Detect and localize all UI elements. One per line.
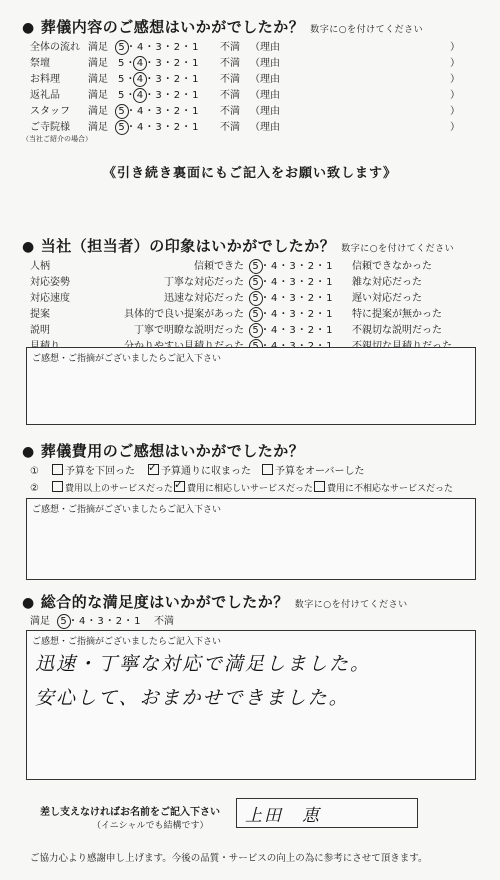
name-prompt-sub: （イニシャルでも結構です） (92, 821, 209, 831)
back-notice: 《引き続き裏面にもご記入をお願い致します》 (102, 166, 397, 181)
checkbox[interactable] (52, 464, 63, 475)
good-label: 満足 (88, 42, 108, 53)
section4-title: ● 総合的な満足度はいかがでしたか？ 数字に○を付けてください (22, 593, 408, 611)
reason-field[interactable]: （理由 (250, 90, 280, 101)
impression-row (30, 275, 480, 291)
checkbox[interactable] (314, 481, 325, 492)
temple-footnote: （当社ご紹介の場合） (22, 135, 92, 143)
reason-field[interactable]: （理由 (250, 106, 280, 117)
reason-close: ） (450, 58, 460, 69)
selected-rating-circle: 4 (133, 56, 147, 71)
good-label: 信頼できた (194, 261, 244, 272)
section3-comment-box[interactable] (26, 498, 476, 580)
section1-title: ● 葬儀内容のご感想はいかがでしたか？ 数字に○を付けてください (22, 18, 424, 36)
comment-box-label: ご感想・ご指摘がございましたらご記入下さい (32, 505, 222, 515)
rating-scale[interactable]: 5・4・3・2・1 (118, 90, 200, 101)
reason-close: ） (450, 106, 460, 117)
reason-close: ） (450, 42, 460, 53)
rating-scale[interactable]: 5・4・3・2・1 (118, 58, 200, 69)
checkbox[interactable] (52, 481, 63, 492)
bullet-icon: ● (22, 239, 35, 255)
row-label: 提案 (30, 309, 50, 320)
impression-row (30, 259, 480, 275)
option-under-budget[interactable]: 予算を下回った (52, 464, 135, 480)
bad-label: 雑な対応だった (352, 277, 422, 288)
selected-rating-circle: 5 (115, 120, 129, 135)
bad-label: 不満 (220, 74, 240, 85)
good-label: 満足 (88, 90, 108, 101)
bullet-icon: ● (22, 444, 35, 460)
bad-label: 不満 (220, 90, 240, 101)
row-label: お料理 (30, 74, 60, 85)
row-label: 説明 (30, 325, 50, 336)
rating-scale[interactable]: 5・4・3・2・1 (252, 323, 333, 339)
rating-scale[interactable]: 5・4・3・2・1 (252, 259, 333, 275)
good-label: 満足 (88, 122, 108, 133)
good-label: 満足 (88, 106, 108, 117)
bad-label: 不親切な説明だった (352, 325, 442, 336)
handwritten-name: 上田 恵 (245, 806, 321, 826)
footer-thanks: ご協力心より感謝申し上げます。今後の品質・サービスの向上の為に参考にさせて頂きます。 (30, 853, 428, 864)
section4-comment-box[interactable] (26, 630, 476, 780)
row-label: 対応速度 (30, 293, 70, 304)
bad-label: 信頼できなかった (352, 261, 432, 272)
selected-rating-circle: 5 (249, 323, 263, 338)
good-label: 迅速な対応だった (164, 293, 244, 304)
good-label: 満足 (88, 74, 108, 85)
selected-rating-circle: 5 (249, 291, 263, 306)
rating-row (30, 56, 470, 72)
overall-scale[interactable]: 5・4・3・2・1 (60, 614, 141, 630)
selected-rating-circle: 5 (57, 614, 71, 629)
row-label: ご寺院様 (30, 122, 70, 133)
checkbox[interactable] (174, 481, 185, 492)
good-label: 丁寧で明瞭な説明だった (134, 325, 244, 336)
cost-line-1: ① 予算を下回った ✓ 予算通りに収まった 予算をオーバーした (30, 464, 480, 480)
row-label: 対応姿勢 (30, 277, 70, 288)
bad-label: 遅い対応だった (352, 293, 422, 304)
name-box[interactable] (236, 798, 418, 828)
row-label: 返礼品 (30, 90, 60, 101)
bullet-icon: ● (22, 20, 35, 36)
selected-rating-circle: 5 (115, 104, 129, 119)
rating-row (30, 104, 470, 120)
comment-box-label: ご感想・ご指摘がございましたらご記入下さい (32, 354, 222, 364)
row-label: 全体の流れ (30, 42, 80, 53)
selected-rating-circle: 5 (249, 259, 263, 274)
checkbox[interactable] (262, 464, 273, 475)
checkbox[interactable] (148, 464, 159, 475)
reason-field[interactable]: （理由 (250, 58, 280, 69)
selected-rating-circle: 5 (249, 275, 263, 290)
impression-row (30, 307, 480, 323)
name-prompt: 差し支えなければお名前をご記入下さい (40, 807, 220, 818)
bullet-icon: ● (22, 595, 35, 611)
rating-row (30, 120, 470, 136)
option-service-fair[interactable]: ✓ 費用に相応しいサービスだった (174, 481, 313, 497)
reason-field[interactable]: （理由 (250, 74, 280, 85)
bad-label: 不満 (220, 58, 240, 69)
handwritten-comment-line-1: 迅速・丁寧な対応で満足しました。 (35, 653, 372, 675)
selected-rating-circle: 4 (133, 72, 147, 87)
reason-close: ） (450, 122, 460, 133)
rating-scale[interactable]: 5・4・3・2・1 (252, 291, 333, 307)
option-service-below[interactable]: 費用に不相応なサービスだった (314, 481, 453, 497)
section2-comment-box[interactable] (26, 347, 476, 425)
overall-rating: 満足 5・4・3・2・1 不満 (30, 614, 330, 630)
section1-ratings (30, 40, 470, 136)
bad-label: 不満 (220, 42, 240, 53)
section2-ratings (30, 259, 480, 355)
rating-scale[interactable]: 5・4・3・2・1 (118, 120, 199, 136)
row-label: 祭壇 (30, 58, 50, 69)
rating-scale[interactable]: 5・4・3・2・1 (118, 104, 199, 120)
handwritten-comment-line-2: 安心して、おまかせできました。 (35, 687, 350, 709)
reason-close: ） (450, 74, 460, 85)
reason-field[interactable]: （理由 (250, 42, 280, 53)
option-over-budget[interactable]: 予算をオーバーした (262, 464, 365, 480)
rating-scale[interactable]: 5・4・3・2・1 (252, 307, 333, 323)
rating-scale[interactable]: 5・4・3・2・1 (118, 40, 199, 56)
section3-title: ● 葬儀費用のご感想はいかがでしたか？ (22, 442, 305, 460)
bad-label: 特に提案が無かった (352, 309, 442, 320)
option-service-above[interactable]: 費用以上のサービスだった (52, 481, 173, 497)
selected-rating-circle: 5 (249, 307, 263, 322)
cost-line-2: ② 費用以上のサービスだった ✓ 費用に相応しいサービスだった 費用に不相応なサービスだった (30, 481, 480, 497)
good-label: 具体的で良い提案があった (124, 309, 244, 320)
row-label: 人柄 (30, 261, 50, 272)
impression-row (30, 323, 480, 339)
section2-title: ● 当社（担当者）の印象はいかがでしたか？ 数字に○を付けてください (22, 237, 455, 255)
option-on-budget[interactable]: ✓ 予算通りに収まった (148, 464, 251, 480)
row-label: スタッフ (30, 106, 70, 117)
comment-box-label: ご感想・ご指摘がございましたらご記入下さい (32, 637, 222, 647)
bad-label: 不満 (220, 122, 240, 133)
selected-rating-circle: 5 (115, 40, 129, 55)
reason-close: ） (450, 90, 460, 101)
bad-label: 不満 (220, 106, 240, 117)
good-label: 丁寧な対応だった (164, 277, 244, 288)
impression-row (30, 291, 480, 307)
rating-scale[interactable]: 5・4・3・2・1 (252, 275, 333, 291)
good-label: 満足 (88, 58, 108, 69)
rating-scale[interactable]: 5・4・3・2・1 (118, 74, 200, 85)
selected-rating-circle: 4 (133, 88, 147, 103)
reason-field[interactable]: （理由 (250, 122, 280, 133)
rating-row (30, 72, 470, 88)
rating-row (30, 40, 470, 56)
rating-row (30, 88, 470, 104)
